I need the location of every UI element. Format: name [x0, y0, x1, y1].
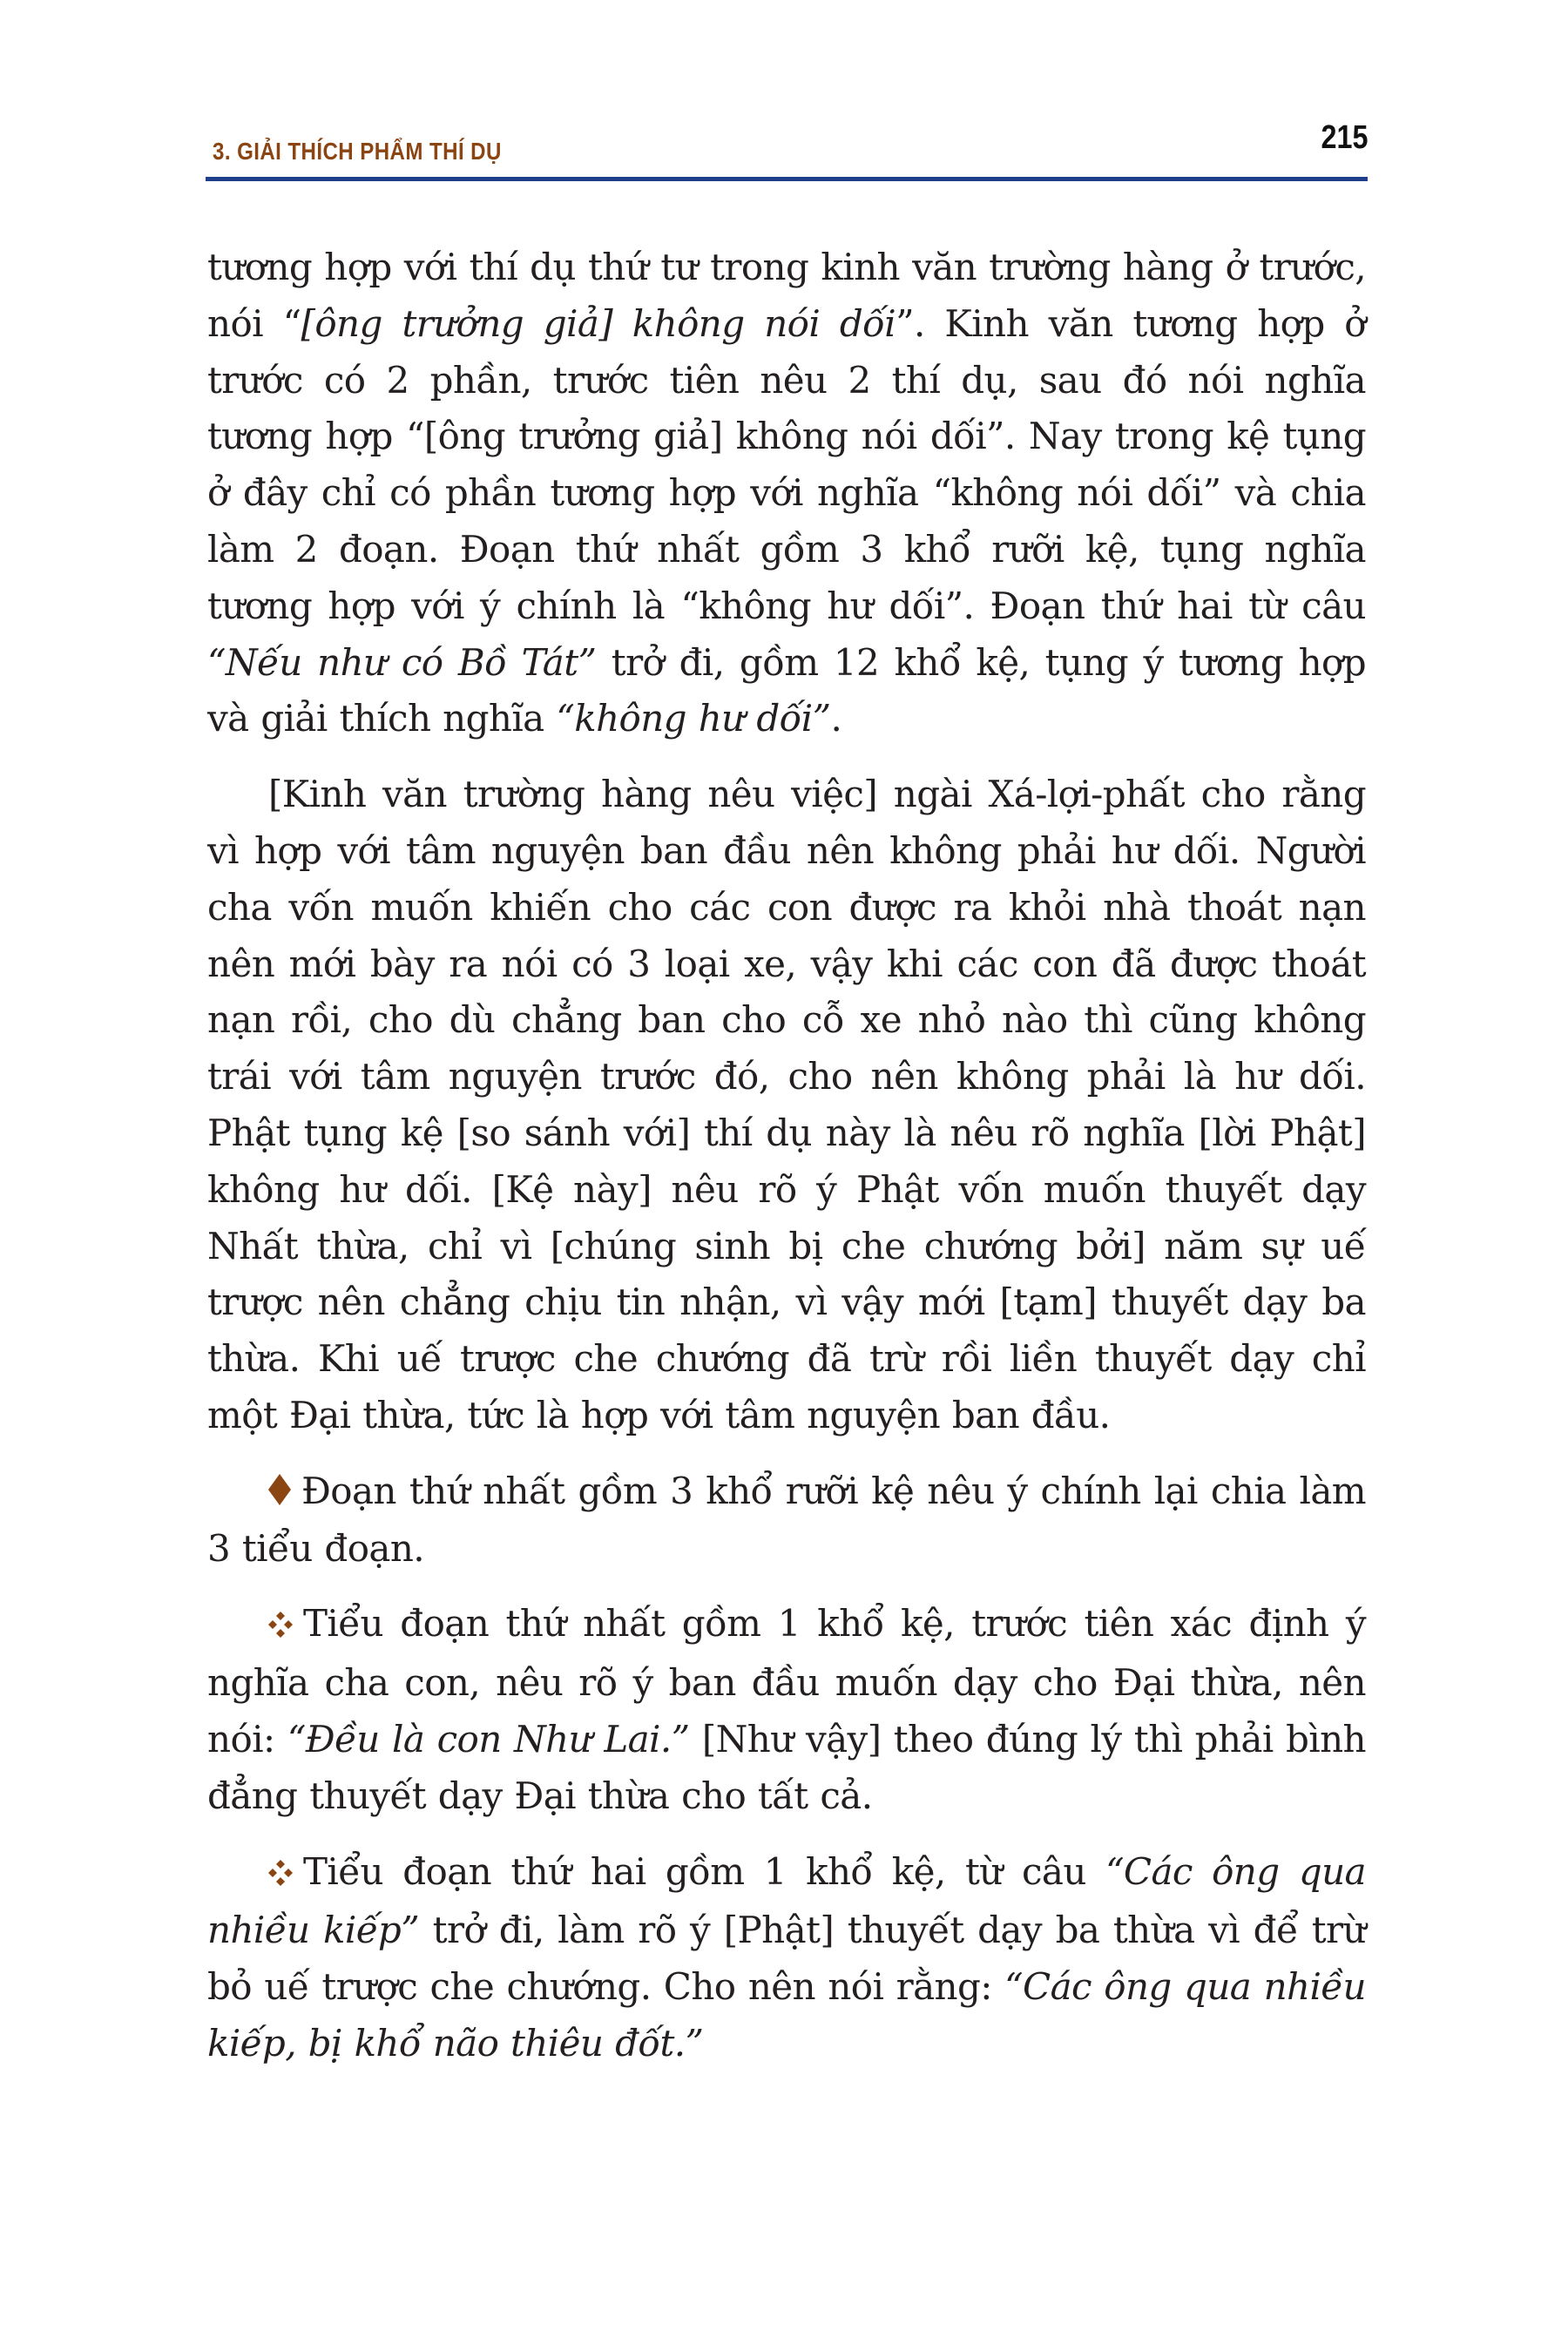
- italic-quote: [ông trưởng giả] không nói dối: [301, 301, 896, 345]
- four-diamond-icon: [268, 1847, 293, 1903]
- text-segment: Tiểu đoạn thứ hai gồm 1 khổ kệ, từ câu: [303, 1849, 1106, 1893]
- text-segment: tương hợp với thí dụ thứ tư trong kinh văn trường hàng ở trước, nói “: [207, 246, 1366, 345]
- italic-quote: “Các ông qua nhiều kiếp, bị khổ não thiêu đốt.”: [207, 1965, 1366, 2065]
- text-segment: Đoạn thứ nhất gồm 3 khổ rưỡi kệ nêu ý chính lại chia làm 3 tiểu đoạn.: [207, 1469, 1366, 1570]
- subsection-point-1: [207, 1596, 1366, 1824]
- italic-quote: “Đều là con Như Lai.”: [287, 1717, 690, 1761]
- page-number: 215: [1321, 119, 1368, 156]
- text-segment: trở đi, gồm 12 khổ kệ, tụng ý tương hợp và giải thích nghĩa: [207, 640, 1366, 740]
- four-diamond-icon: [268, 1598, 293, 1655]
- italic-quote: “Các ông qua nhiều kiếp”: [207, 1849, 1366, 1952]
- header-divider: [206, 177, 1368, 181]
- paragraph-2: [207, 767, 1366, 1444]
- diamond-icon: [268, 1464, 291, 1521]
- section-title: 3. GIẢI THÍCH PHẨM THÍ DỤ: [213, 138, 502, 165]
- paragraph-1: [207, 240, 1366, 747]
- text-segment: Tiểu đoạn thứ nhất gồm 1 khổ kệ, trước tiên xác định ý nghĩa cha con, nêu rõ ý ban đầu muốn dạy cho Đại thừa, nên nói:: [207, 1602, 1366, 1761]
- text-segment: ”. Kinh văn tương hợp ở trước có 2 phần, trước tiên nêu 2 thí dụ, sau đó nói nghĩa tương hợp “[ông trưởng giả] không nói dối”. Nay trong kệ tụng ở đây chỉ có phần tương hợp với nghĩa “không nói dối” và chia làm 2 đoạn. Đoạn thứ nhất gồm 3 khổ rưỡi kệ, tụng nghĩa tương hợp với ý chính là “không hư dối”. Đoạn thứ hai từ câu: [207, 301, 1366, 627]
- italic-quote: “Nếu như có Bồ Tát”: [207, 640, 597, 684]
- text-segment: .: [830, 697, 842, 740]
- text-segment: [Kinh văn trường hàng nêu việc] ngài Xá-lợi-phất cho rằng vì hợp với tâm nguyện ban đầu nên không phải hư dối. Người cha vốn muốn khiến cho các con được ra khỏi nhà thoát nạn nên mới bày ra nói có 3 loại xe, vậy khi các con đã được thoát nạn rồi, cho dù chẳng ban cho cỗ xe nhỏ nào thì cũng không trái với tâm nguyện trước đó, cho nên không phải là hư dối. Phật tụng kệ [so sánh với] thí dụ này là nêu rõ nghĩa [lời Phật] không hư dối. [Kệ này] nêu rõ ý Phật vốn muốn thuyết dạy Nhất thừa, chỉ vì [chúng sinh bị che chướng bởi] năm sự uế trược nên chẳng chịu tin nhận, vì vậy mới [tạm] thuyết dạy ba thừa. Khi uế trược che chướng đã trừ rồi liền thuyết dạy chỉ một Đại thừa, tức là hợp với tâm nguyện ban đầu.: [207, 773, 1366, 1436]
- italic-quote: “không hư dối”: [556, 697, 831, 740]
- text-segment: trở đi, làm rõ ý [Phật] thuyết dạy ba thừa vì để trừ bỏ uế trược che chướng. Cho nên nói rằng:: [207, 1909, 1366, 2009]
- body-text: [207, 240, 1366, 2092]
- text-segment: [Như vậy] theo đúng lý thì phải bình đẳng thuyết dạy Đại thừa cho tất cả.: [207, 1717, 1366, 1817]
- running-header: [206, 119, 1368, 181]
- subsection-point-2: [207, 1844, 1366, 2072]
- section-point: [207, 1463, 1366, 1578]
